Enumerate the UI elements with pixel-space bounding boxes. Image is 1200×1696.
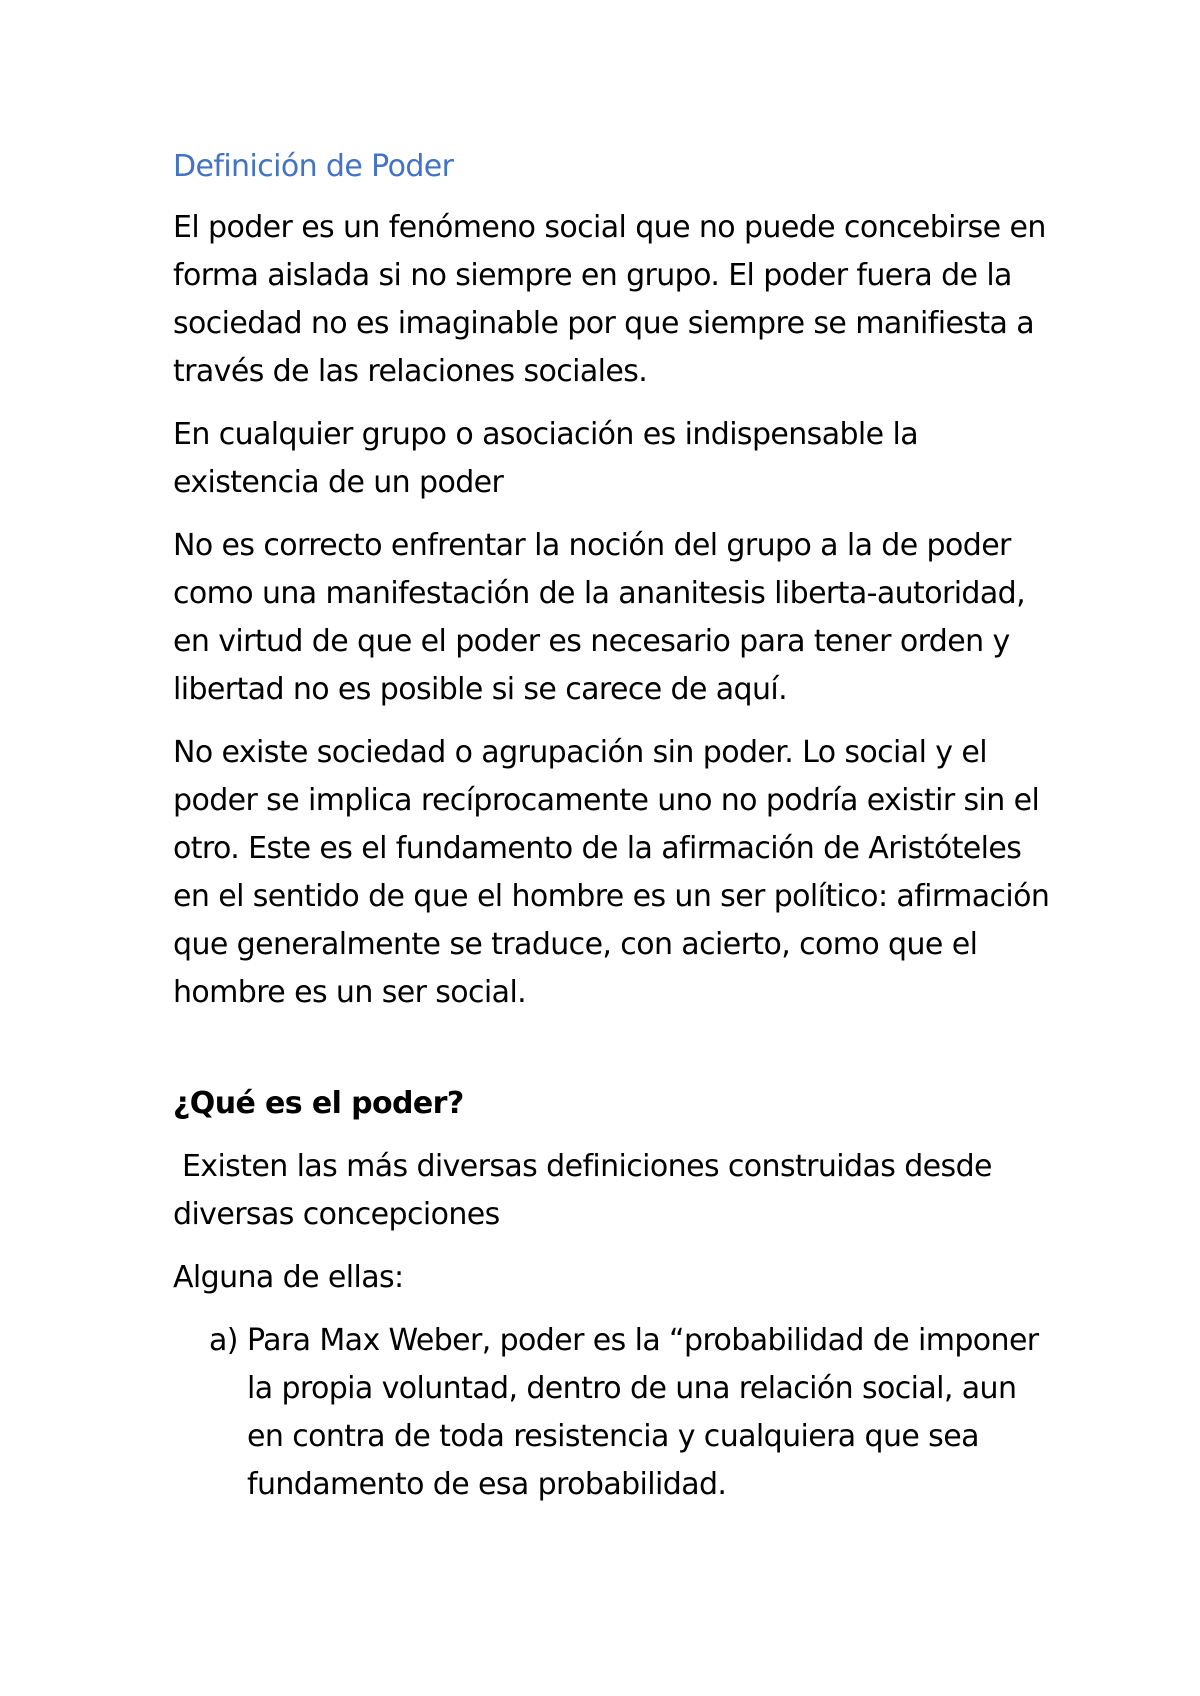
intro-paragraph: Existen las más diversas definiciones construidas desde diversas concepciones [173, 1149, 1001, 1232]
list-item [173, 1317, 1053, 1509]
section-heading: Definición de Poder [173, 149, 454, 184]
definitions-list [173, 1317, 1053, 1509]
question-heading: ¿Qué es el poder? [173, 1086, 464, 1121]
paragraph-2: En cualquier grupo o asociación es indispensable la existencia de un poder [173, 417, 918, 500]
document-body [173, 147, 1053, 1509]
paragraph-1: El poder es un fenómeno social que no puede concebirse en forma aislada si no siempre en grupo. El poder fuera de la sociedad no es imaginable por que siempre se manifiesta a través de las relaciones sociales. [173, 210, 1046, 389]
paragraph-3: No es correcto enfrentar la noción del grupo a la de poder como una manifestación de la ananitesis liberta-autoridad, en virtud de que el poder es necesario para tener orden y libertad no es posible si se carece de aquí. [173, 528, 1026, 707]
paragraph-4: No existe sociedad o agrupación sin poder. Lo social y el poder se implica recíprocamente uno no podría existir sin el otro. Este es el fundamento de la afirmación de Aristóteles en el sentido de que el hombre es un ser político: afirmación que generalmente se traduce, con acierto, como que el hombre es un ser social. [173, 735, 1050, 1010]
list-item-text: Para Max Weber, poder es la “probabilidad de imponer la propia voluntad, dentro de una relación social, aun en contra de toda resistencia y cualquiera que sea fundamento de esa probabilidad. [247, 1323, 1039, 1502]
list-marker: a) [209, 1323, 238, 1358]
blank-line [173, 1032, 1053, 1080]
list-intro: Alguna de ellas: [173, 1260, 404, 1295]
